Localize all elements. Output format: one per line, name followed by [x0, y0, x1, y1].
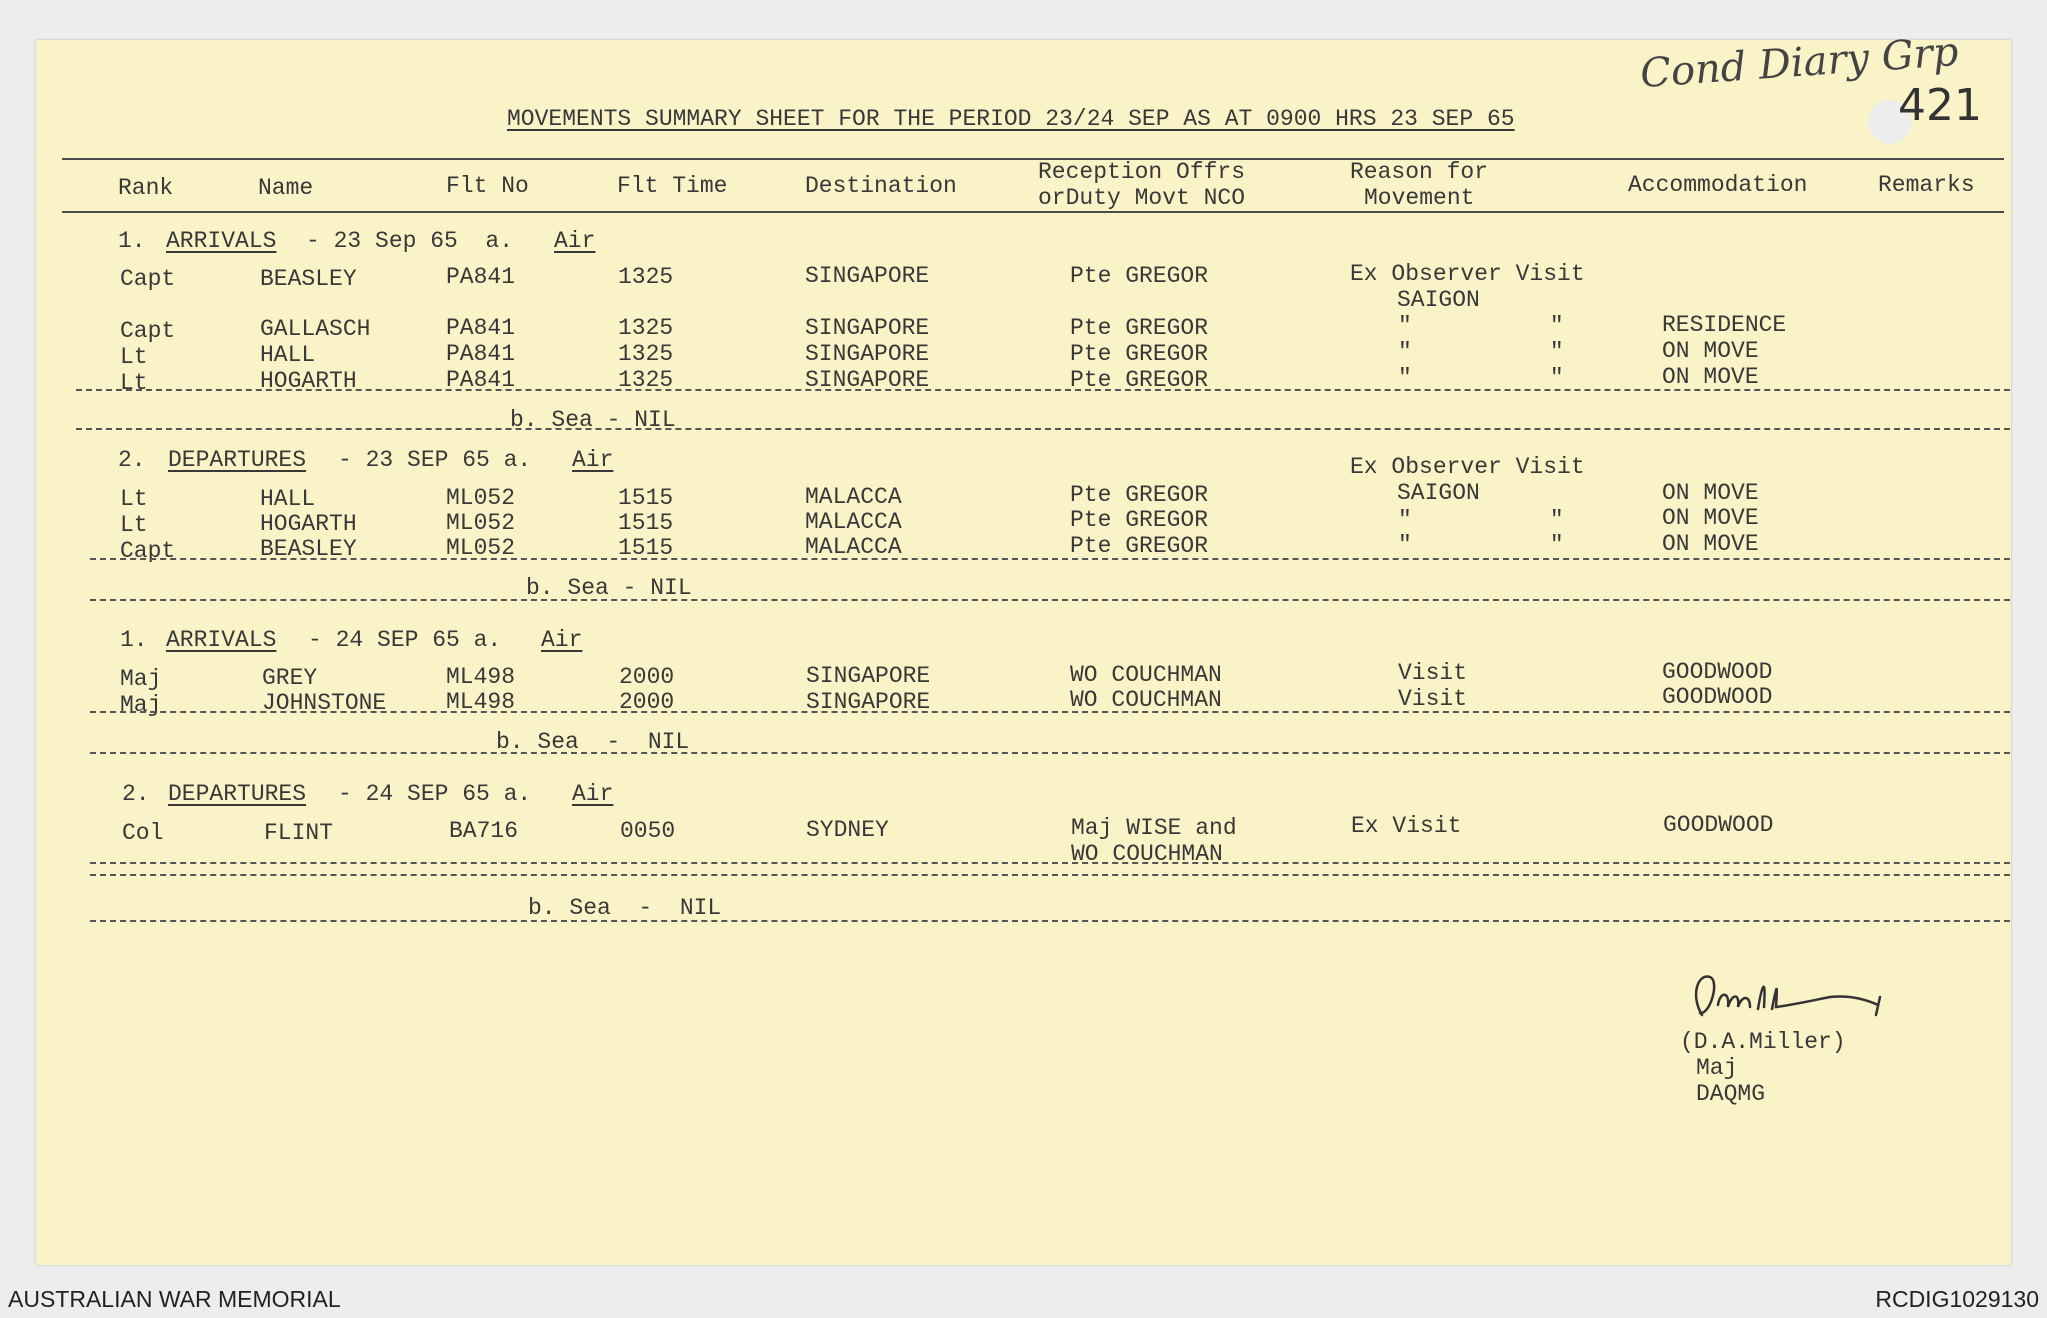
- reason: " ": [1398, 507, 1564, 533]
- signoff-name: (D.A.Miller): [1680, 1029, 1846, 1055]
- sec2-label: DEPARTURES: [168, 447, 307, 473]
- sec2-number: 2.: [118, 447, 146, 473]
- flt-no: ML052: [446, 510, 516, 536]
- rank: Lt: [120, 344, 148, 370]
- sec4-number: 2.: [122, 781, 150, 807]
- destination: SINGAPORE: [805, 367, 930, 393]
- accommodation: RESIDENCE: [1662, 312, 1787, 338]
- dashed-rule: [90, 874, 2010, 876]
- col-header-remarks: Remarks: [1878, 172, 1975, 198]
- name: GREY: [262, 665, 318, 691]
- destination: SINGAPORE: [805, 315, 930, 341]
- dashed-rule: [90, 920, 2010, 922]
- document-title: MOVEMENTS SUMMARY SHEET FOR THE PERIOD 23/24 SEP AS AT 0900 HRS 23 SEP 65: [507, 106, 1515, 132]
- accommodation: GOODWOOD: [1663, 812, 1774, 838]
- accommodation: ON MOVE: [1662, 505, 1759, 531]
- flt-time: 2000: [619, 689, 675, 715]
- flt-no: PA841: [446, 315, 516, 341]
- reception: Pte GREGOR: [1070, 341, 1209, 367]
- dashed-rule: [90, 599, 2010, 601]
- reception: Maj WISE and: [1071, 815, 1237, 841]
- flt-no: ML052: [446, 535, 516, 561]
- reception: Pte GREGOR: [1070, 507, 1209, 533]
- sec4-label: DEPARTURES: [168, 781, 307, 807]
- rank: Lt: [120, 512, 148, 538]
- col-header-destination: Destination: [805, 173, 957, 199]
- name: FLINT: [264, 820, 334, 846]
- flt-no: ML498: [446, 689, 516, 715]
- flt-time: 1515: [618, 535, 674, 561]
- sec3-mode: Air: [541, 627, 583, 653]
- header-top-rule: [62, 158, 2004, 160]
- rank: Capt: [120, 538, 176, 564]
- rank: Lt: [120, 370, 148, 396]
- reception: WO COUCHMAN: [1070, 662, 1222, 688]
- sec3-sea: b. Sea - NIL: [496, 729, 690, 755]
- reception: Pte GREGOR: [1070, 533, 1209, 559]
- flt-no: ML052: [446, 485, 516, 511]
- col-header-name: Name: [258, 175, 314, 201]
- accommodation: ON MOVE: [1662, 480, 1759, 506]
- header-bottom-rule: [62, 211, 2004, 213]
- reception: WO COUCHMAN: [1070, 687, 1222, 713]
- sec1-label: ARRIVALS: [166, 228, 277, 254]
- flt-time: 1325: [618, 367, 674, 393]
- col-header-reason-2: Movement: [1364, 185, 1475, 211]
- rank: Col: [122, 820, 164, 846]
- reception: Pte GREGOR: [1070, 315, 1209, 341]
- sec4-mode: Air: [572, 781, 614, 807]
- col-header-accommodation: Accommodation: [1628, 172, 1808, 198]
- flt-no: PA841: [446, 264, 516, 290]
- col-header-rank: Rank: [118, 175, 174, 201]
- handwritten-note: Cond Diary Grp: [1638, 28, 1960, 98]
- sec4-date: - 24 SEP 65 a.: [338, 781, 532, 807]
- signoff-appointment: DAQMG: [1696, 1081, 1766, 1107]
- reason: " ": [1398, 339, 1564, 365]
- flt-time: 1325: [618, 315, 674, 341]
- name: HALL: [260, 486, 316, 512]
- sec2-reason-head-2: SAIGON: [1397, 480, 1480, 506]
- dashed-rule: [90, 862, 2010, 864]
- sec1-sea: b. Sea - NIL: [510, 407, 676, 433]
- sec2-date: - 23 SEP 65 a.: [338, 447, 532, 473]
- reason: Visit: [1398, 660, 1468, 686]
- name: GALLASCH: [260, 316, 371, 342]
- sec3-number: 1.: [120, 627, 148, 653]
- footer-id: RCDIG1029130: [1875, 1286, 2039, 1312]
- destination: SINGAPORE: [806, 689, 931, 715]
- dashed-rule: [90, 558, 2010, 560]
- flt-time: 1515: [618, 485, 674, 511]
- reception: Pte GREGOR: [1070, 482, 1209, 508]
- reason: Ex Observer Visit: [1350, 261, 1585, 287]
- name: HOGARTH: [260, 368, 357, 394]
- col-header-reception-1: Reception Offrs: [1038, 159, 1246, 185]
- flt-no: PA841: [446, 341, 516, 367]
- flt-time: 2000: [619, 664, 675, 690]
- accommodation: ON MOVE: [1662, 531, 1759, 557]
- flt-time: 1325: [618, 264, 674, 290]
- sec1-number: 1.: [118, 228, 146, 254]
- dashed-rule: [90, 752, 2010, 754]
- sec1-mode: Air: [554, 228, 596, 254]
- sec1-date: - 23 Sep 65 a.: [306, 228, 514, 254]
- name: BEASLEY: [260, 266, 357, 292]
- reason: " ": [1398, 313, 1564, 339]
- rank: Lt: [120, 486, 148, 512]
- flt-no: ML498: [446, 664, 516, 690]
- name: BEASLEY: [260, 536, 357, 562]
- destination: SINGAPORE: [806, 663, 931, 689]
- sec3-date: - 24 SEP 65 a.: [308, 627, 502, 653]
- flt-no: PA841: [446, 367, 516, 393]
- name: HALL: [260, 342, 316, 368]
- sec3-label: ARRIVALS: [166, 627, 277, 653]
- name: HOGARTH: [260, 511, 357, 537]
- col-header-reception-2: orDuty Movt NCO: [1038, 185, 1246, 211]
- dashed-rule: [76, 428, 2010, 430]
- accommodation: ON MOVE: [1662, 364, 1759, 390]
- destination: MALACCA: [805, 534, 902, 560]
- sec2-mode: Air: [572, 447, 614, 473]
- reason: " ": [1398, 532, 1564, 558]
- accommodation: GOODWOOD: [1662, 659, 1773, 685]
- signature: [1680, 965, 1910, 1035]
- dashed-rule: [90, 711, 2010, 713]
- rank: Maj: [120, 692, 162, 718]
- col-header-flt-no: Flt No: [446, 173, 529, 199]
- destination: MALACCA: [805, 509, 902, 535]
- reason: Visit: [1398, 686, 1468, 712]
- flt-no: BA716: [449, 818, 519, 844]
- accommodation: GOODWOOD: [1662, 684, 1773, 710]
- destination: SINGAPORE: [805, 263, 930, 289]
- reception-line-2: WO COUCHMAN: [1071, 841, 1223, 867]
- handwritten-page-number: 421: [1898, 80, 1982, 131]
- col-header-reason-1: Reason for: [1350, 159, 1489, 185]
- flt-time: 0050: [620, 818, 676, 844]
- flt-time: 1515: [618, 510, 674, 536]
- reason: Ex Visit: [1351, 813, 1462, 839]
- reception: Pte GREGOR: [1070, 263, 1209, 289]
- dashed-rule: [76, 389, 2010, 391]
- sec4-sea: b. Sea - NIL: [528, 895, 722, 921]
- reason-line-2: SAIGON: [1397, 287, 1480, 313]
- reason: " ": [1398, 365, 1564, 391]
- flt-time: 1325: [618, 341, 674, 367]
- reception: Pte GREGOR: [1070, 367, 1209, 393]
- accommodation: ON MOVE: [1662, 338, 1759, 364]
- sec2-sea: b. Sea - NIL: [526, 575, 692, 601]
- rank: Maj: [120, 666, 162, 692]
- destination: SINGAPORE: [805, 341, 930, 367]
- rank: Capt: [120, 318, 176, 344]
- sec2-reason-head: Ex Observer Visit: [1350, 454, 1585, 480]
- destination: MALACCA: [805, 484, 902, 510]
- name: JOHNSTONE: [262, 690, 387, 716]
- footer-source: AUSTRALIAN WAR MEMORIAL: [8, 1286, 341, 1312]
- rank: Capt: [120, 266, 176, 292]
- signoff-rank: Maj: [1696, 1055, 1738, 1081]
- destination: SYDNEY: [806, 817, 889, 843]
- col-header-flt-time: Flt Time: [617, 173, 728, 199]
